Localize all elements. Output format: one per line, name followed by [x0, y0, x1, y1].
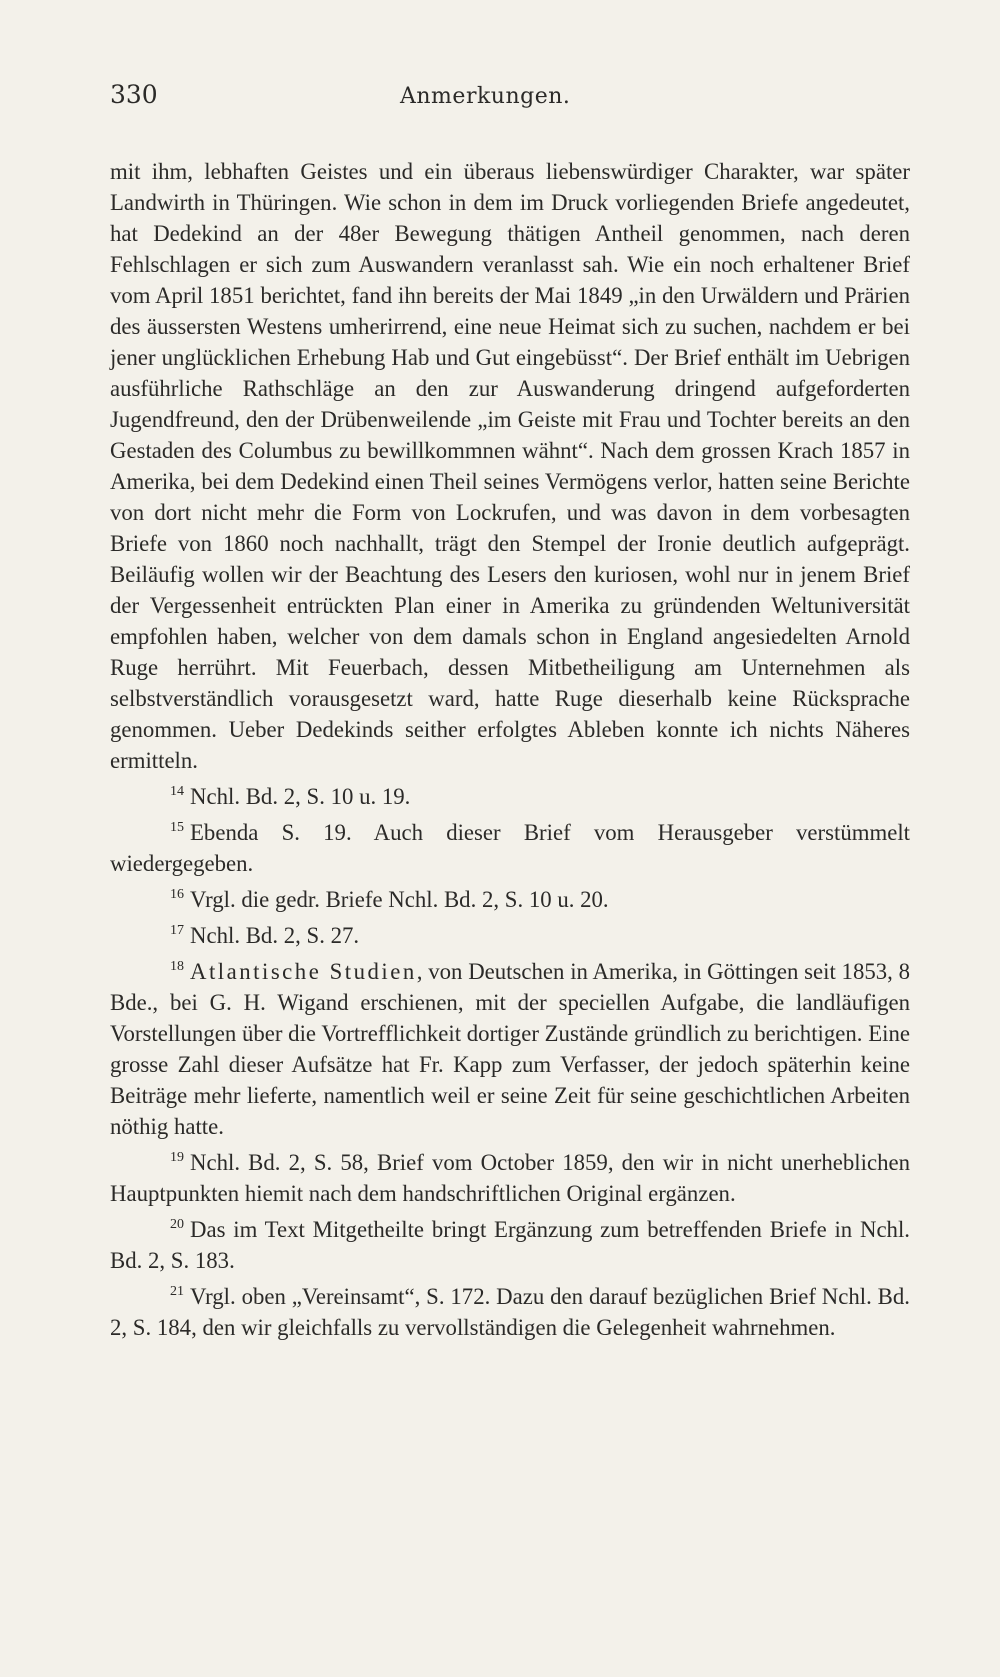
footnote-18 [110, 956, 910, 1142]
body-text [110, 156, 910, 1343]
footnote-text: Das im Text Mitgetheilte bringt Ergänzung zum betreffenden Briefe in Nchl. Bd. 2, S. 183. [110, 1217, 910, 1273]
footnote-21 [110, 1281, 910, 1343]
footnote-number: 15 [170, 820, 184, 835]
footnote-20 [110, 1214, 910, 1276]
footnote-number: 20 [170, 1217, 184, 1232]
footnote-lead-spaced: Atlantische Studien [190, 959, 417, 984]
footnote-17 [110, 920, 910, 951]
footnote-number: 18 [170, 959, 184, 974]
footnote-text: Nchl. Bd. 2, S. 27. [190, 923, 360, 948]
footnote-number: 16 [170, 887, 184, 902]
footnote-text: Vrgl. die gedr. Briefe Nchl. Bd. 2, S. 10 u. 20. [190, 887, 609, 912]
footnote-text: , von Deutschen in Amerika, in Göttingen seit 1853, 8 Bde., bei G. H. Wigand erschienen, mit der speciellen Aufgabe, die landläufigen Vorstellungen über die Vortrefflichkeit dortiger Zustände gründlich zu berichtigen. Eine grosse Zahl dieser Aufsätze hat Fr. Kapp zum Verfasser, der jedoch späterhin keine Beiträge mehr lieferte, namentlich weil er seine Zeit für seine geschichtlichen Arbeiten nöthig hatte. [110, 959, 911, 1139]
footnote-14 [110, 781, 910, 812]
running-head [110, 80, 910, 120]
footnote-15 [110, 817, 910, 879]
footnote-16 [110, 884, 910, 915]
paragraph-continued [110, 156, 910, 776]
footnote-text: Vrgl. oben „Vereinsamt“, S. 172. Dazu den darauf bezüglichen Brief Nchl. Bd. 2, S. 184, den wir gleichfalls zu vervollständigen die Gelegenheit wahrnehmen. [110, 1284, 910, 1340]
footnote-text: Nchl. Bd. 2, S. 10 u. 19. [190, 784, 411, 809]
footnote-text: Nchl. Bd. 2, S. 58, Brief vom October 1859, den wir in nicht unerheblichen Hauptpunkten hiemit nach dem handschriftlichen Original ergänzen. [110, 1150, 910, 1206]
page-number: 330 [110, 80, 158, 109]
footnote-19 [110, 1147, 910, 1209]
footnote-text: Ebenda S. 19. Auch dieser Brief vom Herausgeber verstümmelt wiedergegeben. [110, 820, 910, 876]
paragraph-text: mit ihm, lebhaften Geistes und ein überaus liebenswürdiger Charakter, war später Landwirth in Thüringen. Wie schon in dem im Druck vorliegenden Briefe angedeutet, hat Dedekind an der 48er Bewegung thätigen Antheil genommen, nach deren Fehlschlagen er sich zum Auswandern veranlasst sah. Wie ein noch erhaltener Brief vom April 1851 berichtet, fand ihn bereits der Mai 1849 „in den Urwäldern und Prärien des äussersten Westens umherirrend, eine neue Heimat sich zu suchen, nachdem er bei jener unglücklichen Erhebung Hab und Gut eingebüsst“. Der Brief enthält im Uebrigen ausführliche Rathschläge an den zur Auswanderung dringend aufgeforderten Jugendfreund, den der Drübenweilende „im Geiste mit Frau und Tochter bereits an den Gestaden des Columbus zu bewillkommnen wähnt“. Nach dem grossen Krach 1857 in Amerika, bei dem Dedekind einen Theil seines Vermögens verlor, hatten seine Berichte von dort nicht mehr die Form von Lockrufen, und was davon in dem vorbesagten Briefe von 1860 noch nachhallt, trägt den Stempel der Ironie deutlich aufgeprägt. Beiläufig wollen wir der Beachtung des Lesers den kuriosen, wohl nur in jenem Brief der Vergessenheit entrückten Plan einer in Amerika zu gründenden Weltuniversität empfohlen haben, welcher von dem damals schon in England angesiedelten Arnold Ruge herrührt. Mit Feuerbach, dessen Mitbetheiligung am Unternehmen als selbstverständlich vorausgesetzt ward, hatte Ruge dieserhalb keine Rücksprache genommen. Ueber Dedekinds seither erfolgtes Ableben konnte ich nichts Näheres ermitteln. [110, 159, 910, 773]
footnote-number: 21 [170, 1284, 184, 1299]
footnote-number: 14 [170, 784, 184, 799]
running-title: Anmerkungen. [400, 84, 571, 109]
footnote-number: 17 [170, 923, 184, 938]
footnote-number: 19 [170, 1150, 184, 1165]
